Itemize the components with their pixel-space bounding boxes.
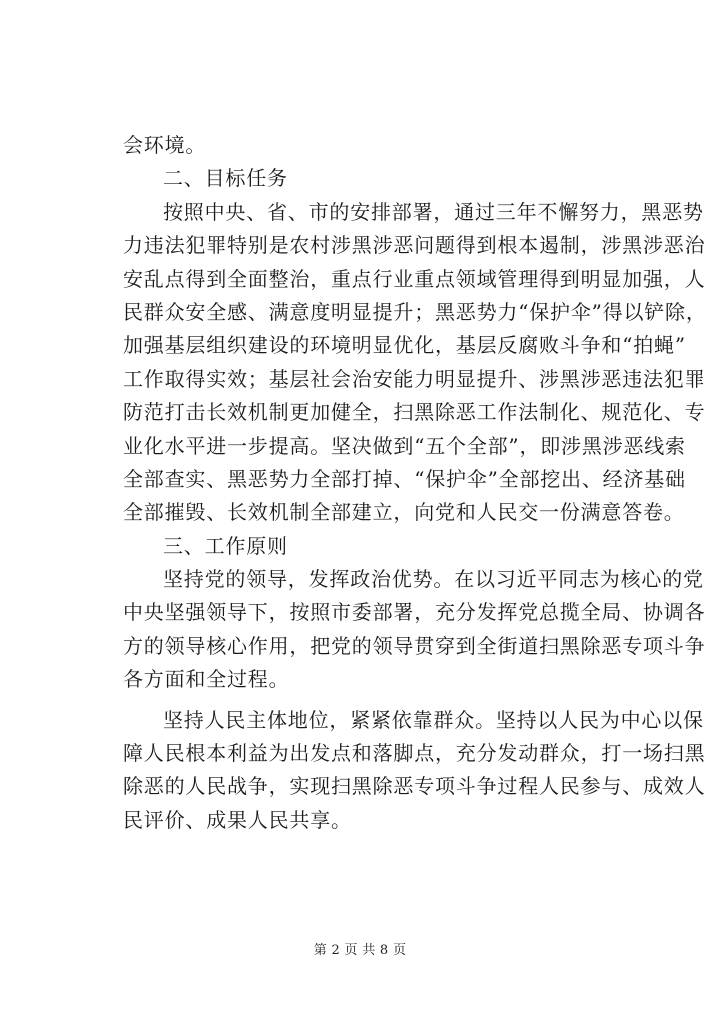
paragraph-line: 方的领导核心作用，把党的领导贯穿到全街道扫黑除恶专项斗争 [123, 633, 706, 658]
document-body [123, 129, 707, 837]
paragraph-line: 会环境。 [123, 133, 207, 157]
paragraph-line: 民评价、成果人民共享。 [123, 807, 352, 832]
paragraph-line: 加强基层组织建设的环境明显优化，基层反腐败斗争和“拍蝇” [123, 333, 686, 358]
paragraph-line: 力违法犯罪特别是农村涉黑涉恶问题得到根本遏制，涉黑涉恶治 [123, 233, 706, 258]
paragraph-line: 各方面和全过程。 [123, 667, 290, 692]
page-number-footer: 第 2 页 共 8 页 [313, 943, 407, 958]
paragraph-line: 防范打击长效机制更加健全，扫黑除恶工作法制化、规范化、专 [123, 400, 706, 425]
paragraph-line: 安乱点得到全面整治，重点行业重点领域管理得到明显加强，人 [123, 266, 706, 291]
paragraph-line: 按照中央、省、市的安排部署，通过三年不懈努力，黑恶势 [163, 199, 704, 224]
paragraph-line: 中央坚强领导下，按照市委部署，充分发挥党总揽全局、协调各 [123, 600, 706, 625]
paragraph-line: 坚持人民主体地位，紧紧依靠群众。坚持以人民为中心以保 [163, 707, 704, 732]
section-heading-principles: 三、工作原则 [163, 533, 288, 558]
paragraph-line: 民群众安全感、满意度明显提升；黑恶势力“保护伞”得以铲除， [123, 299, 707, 324]
paragraph-line: 障人民根本利益为出发点和落脚点，充分发动群众，打一场扫黑 [123, 741, 706, 766]
paragraph-line: 坚持党的领导，发挥政治优势。在以习近平同志为核心的党 [163, 567, 704, 592]
paragraph-line: 业化水平进一步提高。坚决做到“五个全部”，即涉黑涉恶线索 [123, 433, 686, 458]
paragraph-line: 除恶的人民战争，实现扫黑除恶专项斗争过程人民参与、成效人 [123, 774, 706, 799]
section-heading-goals: 二、目标任务 [163, 166, 288, 191]
paragraph-spacer [123, 697, 603, 704]
paragraph-line: 全部摧毁、长效机制全部建立，向党和人民交一份满意答卷。 [123, 500, 685, 525]
paragraph-line: 工作取得实效；基层社会治安能力明显提升、涉黑涉恶违法犯罪 [123, 366, 706, 391]
paragraph-line: 全部查实、黑恶势力全部打掉、“保护伞”全部挖出、经济基础 [123, 466, 686, 491]
